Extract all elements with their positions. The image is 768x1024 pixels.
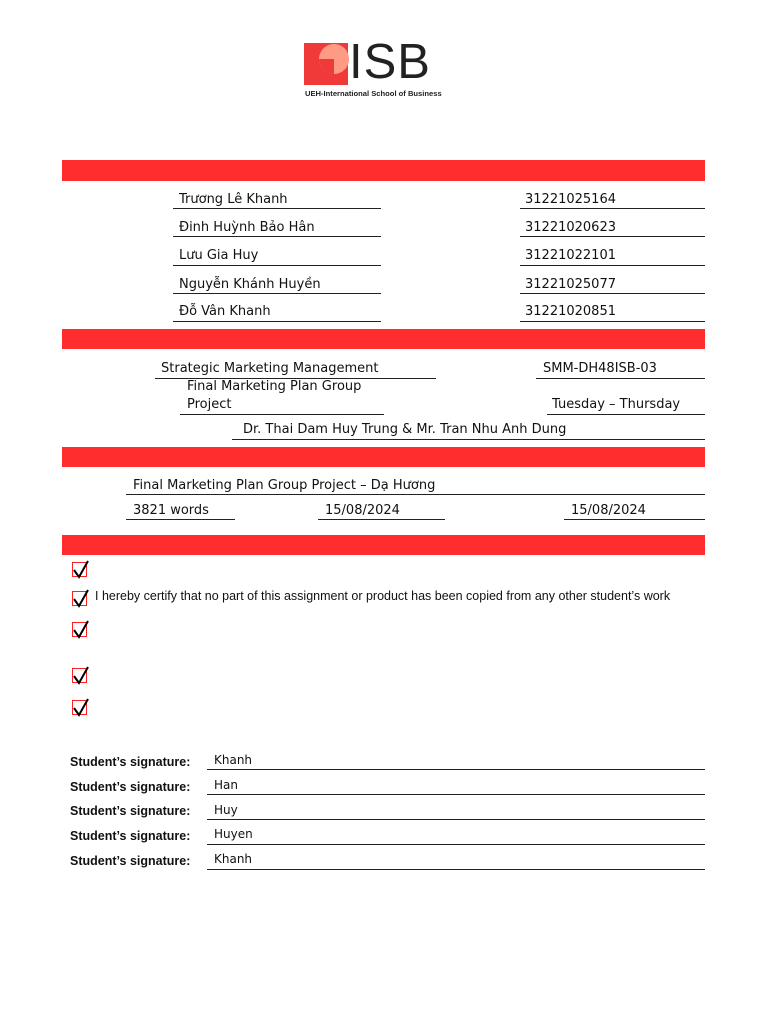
- student-id: 31221020851: [525, 304, 616, 319]
- declaration-statement: I hereby certify that no part of this assignment or product has been copied from any other student’s work: [95, 589, 671, 603]
- course-name: Strategic Marketing Management: [161, 361, 379, 376]
- student-id: 31221022101: [525, 248, 616, 263]
- submission-title: Final Marketing Plan Group Project – Dạ Hương: [133, 478, 436, 493]
- signature-label: Student’s signature:: [70, 780, 191, 794]
- signature-name: Khanh: [214, 852, 253, 866]
- student-name: Nguyễn Khánh Huyền: [179, 277, 321, 292]
- logo-text: ISB: [349, 35, 431, 89]
- declaration-checkbox-1[interactable]: [72, 562, 87, 577]
- check-icon: [72, 619, 90, 639]
- word-count: 3821 words: [133, 503, 209, 518]
- signature-name: Han: [214, 778, 238, 792]
- check-icon: [72, 588, 90, 608]
- section-bar-course: [62, 329, 705, 349]
- student-id: 31221025164: [525, 192, 616, 207]
- assignment-title-line2: Project: [187, 397, 232, 412]
- assignment-title-line1: Final Marketing Plan Group: [187, 379, 362, 394]
- signature-label: Student’s signature:: [70, 829, 191, 843]
- logo-mark-icon: [304, 42, 350, 86]
- signature-label: Student’s signature:: [70, 755, 191, 769]
- section-bar-submission: [62, 447, 705, 467]
- signature-label: Student’s signature:: [70, 804, 191, 818]
- section-bar-students: [62, 160, 705, 181]
- section-bar-declaration: [62, 535, 705, 555]
- declaration-checkbox-3[interactable]: [72, 622, 87, 637]
- signature-label: Student’s signature:: [70, 854, 191, 868]
- student-id: 31221020623: [525, 220, 616, 235]
- declaration-checkbox-2[interactable]: [72, 591, 87, 606]
- declaration-checkbox-5[interactable]: [72, 700, 87, 715]
- signature-name: Huy: [214, 803, 238, 817]
- check-icon: [72, 559, 90, 579]
- student-name: Trương Lê Khanh: [179, 192, 288, 207]
- student-id: 31221025077: [525, 277, 616, 292]
- submission-date: 15/08/2024: [571, 503, 646, 518]
- class-schedule: Tuesday – Thursday: [552, 397, 681, 412]
- course-code: SMM-DH48ISB-03: [543, 361, 657, 376]
- student-name: Đỗ Vân Khanh: [179, 304, 271, 319]
- due-date: 15/08/2024: [325, 503, 400, 518]
- student-name: Lưu Gia Huy: [179, 248, 259, 263]
- logo-subtitle: UEH-International School of Business: [305, 89, 442, 98]
- lecturers: Dr. Thai Dam Huy Trung & Mr. Tran Nhu Anh Dung: [243, 422, 567, 437]
- signature-name: Huyen: [214, 827, 253, 841]
- student-name: Đinh Huỳnh Bảo Hân: [179, 220, 315, 235]
- signature-name: Khanh: [214, 753, 253, 767]
- check-icon: [72, 665, 90, 685]
- check-icon: [72, 697, 90, 717]
- isb-logo: [304, 35, 454, 102]
- declaration-checkbox-4[interactable]: [72, 668, 87, 683]
